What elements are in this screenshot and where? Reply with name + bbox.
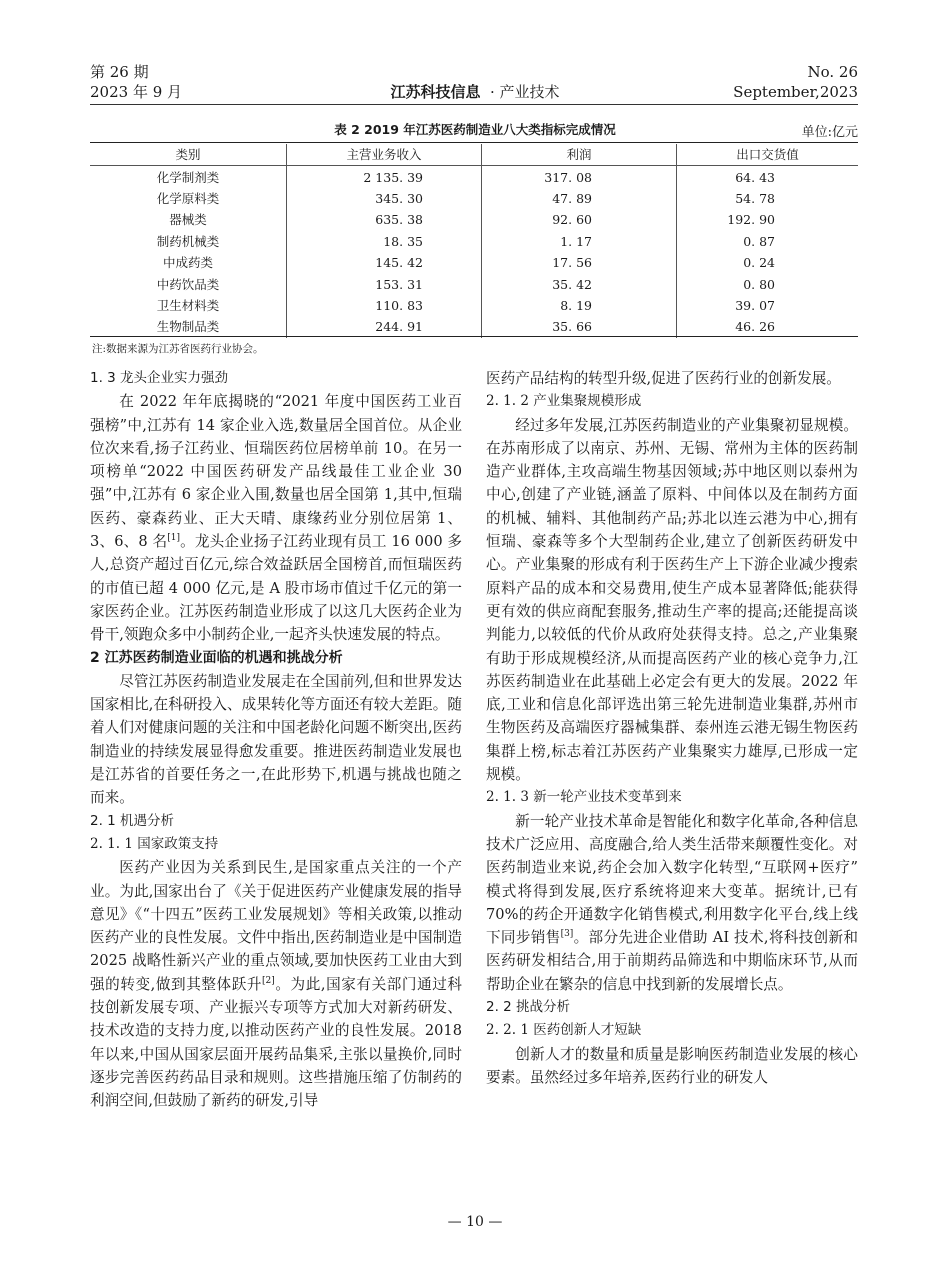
cell-profit: 47. 89: [482, 188, 677, 209]
paragraph: [486, 810, 858, 996]
issue-date: 2023 年 9 月: [90, 83, 183, 101]
cell-profit: 35. 66: [482, 316, 677, 337]
table-unit: 单位:亿元: [801, 125, 858, 140]
paragraph: [90, 390, 462, 646]
cell-export: 192. 90: [727, 212, 775, 228]
issue-number-en: No. 26: [807, 63, 858, 81]
section-heading-2-1-3: 2. 1. 3 新一轮产业技术变革到来: [486, 789, 682, 806]
section-heading-2-1-2: 2. 1. 2 产业集聚规模形成: [486, 393, 642, 410]
cell-revenue: 635. 38: [287, 209, 482, 230]
paragraph: 尽管江苏医药制造业发展走在全国前列,但和世界发达国家相比,在科研投入、成果转化等方面还有较大差距。随着人们对健康问题的关注和中国老龄化问题不断突出,医药制造业的持续发展显得愈发重要。推进医药制造业发展也是江苏省的首要任务之一,在此形势下,机遇与挑战也随之而来。: [90, 672, 462, 807]
paragraph: 医药产品结构的转型升级,促进了医药行业的创新发展。: [486, 370, 841, 387]
paragraph: 经过多年发展,江苏医药制造业的产业集聚初显规模。在苏南形成了以南京、苏州、无锡、常州为主体的医药制造产业群体,主攻高端生物基因领域;苏中地区则以泰州为中心,创建了产业链,涵盖了原料、中间体以及在制药方面的机械、辅料、其他制药产品;苏北以连云港为中心,拥有恒瑞、豪森等多个大型制药企业,建立了创新医药研发中心。产业集聚的形成有利于医药生产上下游企业减少搜索原料产品的成本和交易费用,使生产成本显著降低;能获得更有效的供应商配套服务,推动生产率的提高;还能提高谈判能力,以较低的代价从政府处获得支持。总之,产业集聚有助于形成规模经济,从而提高医药产业的核心竞争力,江苏医药制造业在此基础上必定会有更大的发展。2022 年底,工业和信息化部评选出第三轮先进制造业集群,苏州市生物医药及高端医疗器械集群、泰州连云港无锡生物医药集群上榜,标志着江苏医药产业集聚实力雄厚,已形成一定规模。: [486, 416, 858, 784]
section-heading-2-1-1: 2. 1. 1 国家政策支持: [90, 835, 219, 852]
paragraph: 创新人才的数量和质量是影响医药制造业发展的核心要素。虽然经过多年培养,医药行业的研发人: [486, 1045, 858, 1086]
cell-revenue: 2 135. 39: [287, 166, 482, 188]
paragraph-text: 。为此,国家有关部门通过科技创新发展专项、产业振兴专项等方式加大对新药研发、技术改造的支持力度,以推动医药产业的良性发展。2018 年以来,中国从国家层面开展药品集采,主张以量换价,同时逐步完善医药药品目录和规则。这些措施压缩了仿制药的利润空间,但鼓励了新药的研发,引导: [90, 975, 463, 1110]
journal-title: [275, 82, 675, 102]
table-row: [90, 188, 858, 209]
col-header-profit: 利润: [482, 144, 677, 166]
table-row: [90, 252, 858, 273]
journal-name: 江苏科技信息: [390, 83, 481, 101]
cell-profit: 1. 17: [482, 231, 677, 252]
cell-category: 制药机械类: [90, 231, 287, 252]
issue-number: 第 26 期: [90, 63, 149, 81]
cell-profit: 35. 42: [482, 273, 677, 294]
section-heading-1-3: 1. 3 龙头企业实力强劲: [90, 370, 229, 386]
cell-category: 中药饮品类: [90, 273, 287, 294]
table-row: [90, 273, 858, 294]
cell-export: 39. 07: [735, 297, 775, 313]
cell-export: 64. 43: [735, 169, 775, 185]
paragraph-text: 。部分先进企业借助 AI 技术,将科技创新和医药研发相结合,用于前期药品筛选和中期临床环节,从而帮助企业在繁杂的信息中找到新的发展增长点。: [486, 929, 858, 993]
table-row: [90, 166, 858, 188]
cell-export: 46. 26: [735, 319, 775, 335]
col-header-revenue: 主营业务收入: [287, 144, 482, 166]
citation-ref: [2]: [262, 975, 275, 986]
cell-export: 0. 24: [743, 255, 775, 271]
table-header-row: [90, 144, 858, 166]
cell-profit: 317. 08: [482, 166, 677, 188]
cell-revenue: 244. 91: [287, 316, 482, 337]
paragraph-text: 医药产业因为关系到民生,是国家重点关注的一个产业。为此,国家出台了《关于促进医药产业健康发展的指导意见》《“十四五”医药工业发展规划》等相关政策,以推动医药产业的良性发展。文件中指出,医药制造业是中国制造 2025 战略性新兴产业的重点领域,要加快医药工业由大到强的转变,做到其整体跃升: [90, 859, 462, 993]
section-heading-2-2: 2. 2 挑战分析: [486, 999, 571, 1016]
left-column: [90, 367, 462, 1113]
table-row: [90, 295, 858, 316]
table-row: [90, 316, 858, 337]
cell-export: 0. 87: [743, 233, 775, 249]
cell-category: 化学原料类: [90, 188, 287, 209]
cell-export: 0. 80: [743, 276, 775, 292]
paragraph: [90, 856, 462, 1112]
table-row: [90, 209, 858, 230]
cell-profit: 8. 19: [482, 295, 677, 316]
cell-category: 器械类: [90, 209, 287, 230]
paragraph-text: 新一轮产业技术革命是智能化和数字化革命,各种信息技术广泛应用、高度融合,给人类生活带来颠覆性变化。对医药制造业来说,药企会加入数字化转型,“互联网+医疗” 模式将得到发展,医疗系统将迎来大变革。据统计,已有 70%的药企开通数字化销售模式,利用数字化平台,线上线下同步销售: [486, 812, 858, 947]
cell-revenue: 345. 30: [287, 188, 482, 209]
indicator-table: [90, 144, 858, 338]
cell-export: 54. 78: [735, 190, 775, 206]
right-column: [486, 367, 858, 1089]
cell-profit: 17. 56: [482, 252, 677, 273]
col-header-category: 类别: [90, 144, 287, 166]
section-heading-2: 2 江苏医药制造业面临的机遇和挑战分析: [90, 649, 343, 666]
col-header-export: 出口交货值: [677, 144, 859, 166]
issue-date-en: September,2023: [733, 83, 858, 101]
cell-revenue: 18. 35: [287, 231, 482, 252]
cell-revenue: 145. 42: [287, 252, 482, 273]
paragraph-text: 。龙头企业扬子江药业现有员工 16 000 多人,总资产超过百亿元,综合效益跃居全国榜首,而恒瑞医药的市值已超 4 000 亿元,是 A 股市场市值过千亿元的第一家医药企业。江苏医药制造业形成了以这几大医药企业为骨干,领跑众多中小制药企业,一起齐头快速发展的特点。: [90, 533, 463, 644]
cell-category: 化学制剂类: [90, 166, 287, 188]
cell-category: 中成药类: [90, 252, 287, 273]
citation-ref: [1]: [167, 533, 180, 544]
table-note: 注:数据来源为江苏省医药行业协会。: [92, 343, 264, 355]
page-number: — 10 —: [447, 1214, 503, 1230]
table-row: [90, 231, 858, 252]
table-caption: 表 2 2019 年江苏医药制造业八大类指标完成情况: [334, 122, 616, 137]
cell-revenue: 110. 83: [287, 295, 482, 316]
section-heading-2-2-1: 2. 2. 1 医药创新人才短缺: [486, 1022, 642, 1039]
table-top-rule: [90, 142, 858, 143]
journal-section: · 产业技术: [490, 83, 560, 101]
paragraph-text: 在 2022 年年底揭晓的“2021 年度中国医药工业百强榜”中,江苏有 14 家企业入选,数量居全国首位。从企业位次来看,扬子江药业、恒瑞医药位居榜单前 10。在另一项榜单“2022 中国医药研发产品线最佳工业企业 30 强”中,江苏有 6 家企业入围,数量也居全国第 1,其中,恒瑞医药、豪森药业、正大天晴、康缘药业分别位居第 1、3、6、8 名: [90, 393, 462, 551]
table-bottom-rule: [90, 336, 858, 337]
cell-revenue: 153. 31: [287, 273, 482, 294]
cell-profit: 92. 60: [482, 209, 677, 230]
cell-category: 卫生材料类: [90, 295, 287, 316]
citation-ref: [3]: [560, 929, 574, 940]
cell-category: 生物制品类: [90, 316, 287, 337]
header-rule: [90, 104, 858, 105]
section-heading-2-1: 2. 1 机遇分析: [90, 812, 175, 829]
